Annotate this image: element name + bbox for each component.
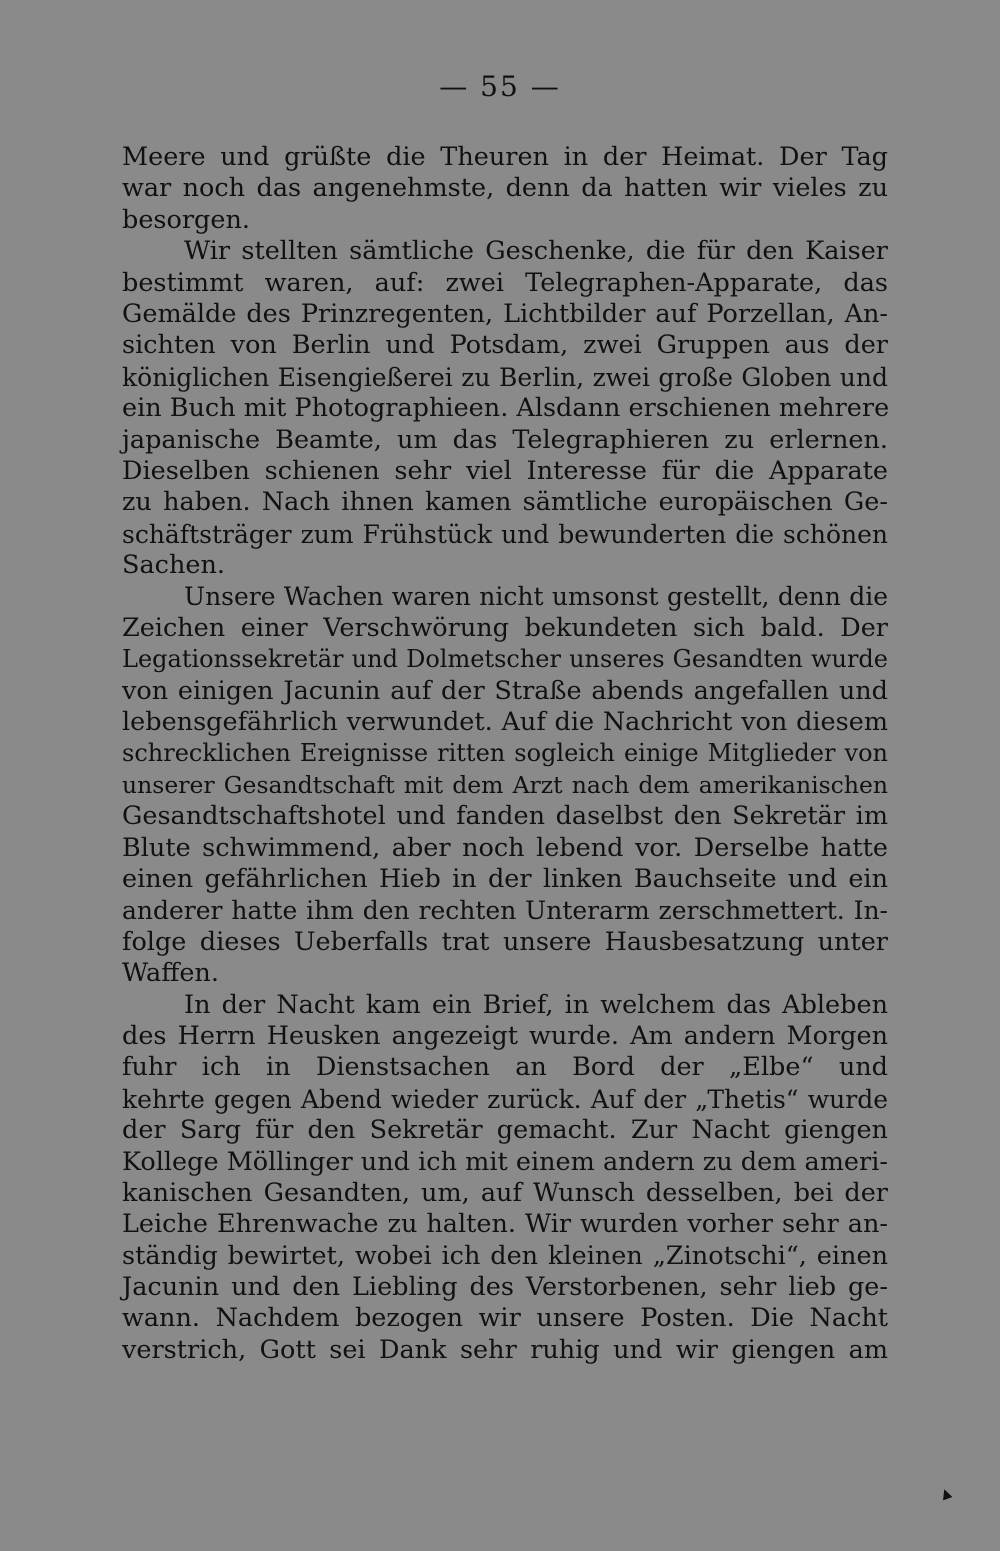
text-line: ständig bewirtet, wobei ich den kleinen „Zinotschi“, einen xyxy=(122,1240,888,1271)
text-line: unserer Gesandtschaft mit dem Arzt nach dem amerikanischen xyxy=(122,770,888,799)
text-line: anderer hatte ihm den rechten Unterarm zerschmettert. In- xyxy=(122,896,888,926)
text-line: Kollege Möllinger und ich mit einem andern zu dem ameri- xyxy=(122,1146,888,1177)
text-line: Gemälde des Prinzregenten, Lichtbilder auf Porzellan, An- xyxy=(122,298,888,329)
text-line: Waffen. xyxy=(122,958,219,989)
text-line: fuhr ich in Dienstsachen an Bord der „Elbe“ und xyxy=(122,1052,888,1083)
paragraph-first-line: In der Nacht kam ein Brief, in welchem das Ableben xyxy=(184,989,888,1020)
text-line: Dieselben schienen sehr viel Interesse für die Apparate xyxy=(122,455,888,486)
text-line: schäftsträger zum Frühstück und bewunderten die schönen xyxy=(122,519,888,549)
text-line: königlichen Eisengießerei zu Berlin, zwei große Globen und xyxy=(122,362,888,392)
paragraph-first-line: Unsere Wachen waren nicht umsonst gestellt, denn die xyxy=(184,582,888,612)
text-line: verstrich, Gott sei Dank sehr ruhig und wir giengen am xyxy=(122,1334,888,1365)
text-line: Leiche Ehrenwache zu halten. Wir wurden vorher sehr an- xyxy=(122,1209,888,1240)
text-line: des Herrn Heusken angezeigt wurde. Am andern Morgen xyxy=(122,1020,888,1051)
text-line: Jacunin und den Liebling des Verstorbenen, sehr lieb ge- xyxy=(122,1272,888,1303)
text-line: folge dieses Ueberfalls trat unsere Hausbesatzung unter xyxy=(122,926,888,957)
text-line: Gesandtschaftshotel und fanden daselbst den Sekretär im xyxy=(122,801,888,832)
ink-speck-mark xyxy=(940,1488,953,1501)
paragraph-first-line: Wir stellten sämtliche Geschenke, die für den Kaiser xyxy=(184,236,888,267)
text-line: bestimmt waren, auf: zwei Telegraphen-Apparate, das xyxy=(122,267,888,298)
text-line: besorgen. xyxy=(122,204,250,235)
text-line: japanische Beamte, um das Telegraphieren zu erlernen. xyxy=(122,424,888,455)
text-line: ein Buch mit Photographieen. Alsdann erschienen mehrere xyxy=(122,393,890,424)
text-line: kehrte gegen Abend wieder zurück. Auf der „Thetis“ wurde xyxy=(122,1084,888,1114)
text-line: wann. Nachdem bezogen wir unsere Posten. Die Nacht xyxy=(122,1303,888,1334)
text-line: zu haben. Nach ihnen kamen sämtliche europäischen Ge- xyxy=(122,487,888,518)
text-line: einen gefährlichen Hieb in der linken Bauchseite und ein xyxy=(122,863,888,894)
text-line: von einigen Jacunin auf der Straße abends angefallen und xyxy=(122,675,888,706)
text-line: Zeichen einer Verschwörung bekundeten sich bald. Der xyxy=(122,612,888,643)
text-line: war noch das angenehmste, denn da hatten wir vieles zu xyxy=(122,173,888,204)
text-line: sichten von Berlin und Potsdam, zwei Gruppen aus der xyxy=(122,330,888,361)
text-line: kanischen Gesandten, um, auf Wunsch desselben, bei der xyxy=(122,1177,888,1208)
text-line: der Sarg für den Sekretär gemacht. Zur Nacht giengen xyxy=(122,1115,888,1146)
body-text xyxy=(122,142,888,1366)
text-line: Sachen. xyxy=(122,550,225,581)
text-line: Meere und grüßte die Theuren in der Heimat. Der Tag xyxy=(122,142,888,172)
page-number: — 55 — xyxy=(439,70,561,103)
text-line: Legationssekretär und Dolmetscher unseres Gesandten wurde xyxy=(122,645,888,674)
text-line: schrecklichen Ereignisse ritten sogleich einige Mitglieder von xyxy=(122,739,888,768)
text-line: Blute schwimmend, aber noch lebend vor. Derselbe hatte xyxy=(122,832,888,863)
text-line: lebensgefährlich verwundet. Auf die Nachricht von diesem xyxy=(122,707,888,738)
